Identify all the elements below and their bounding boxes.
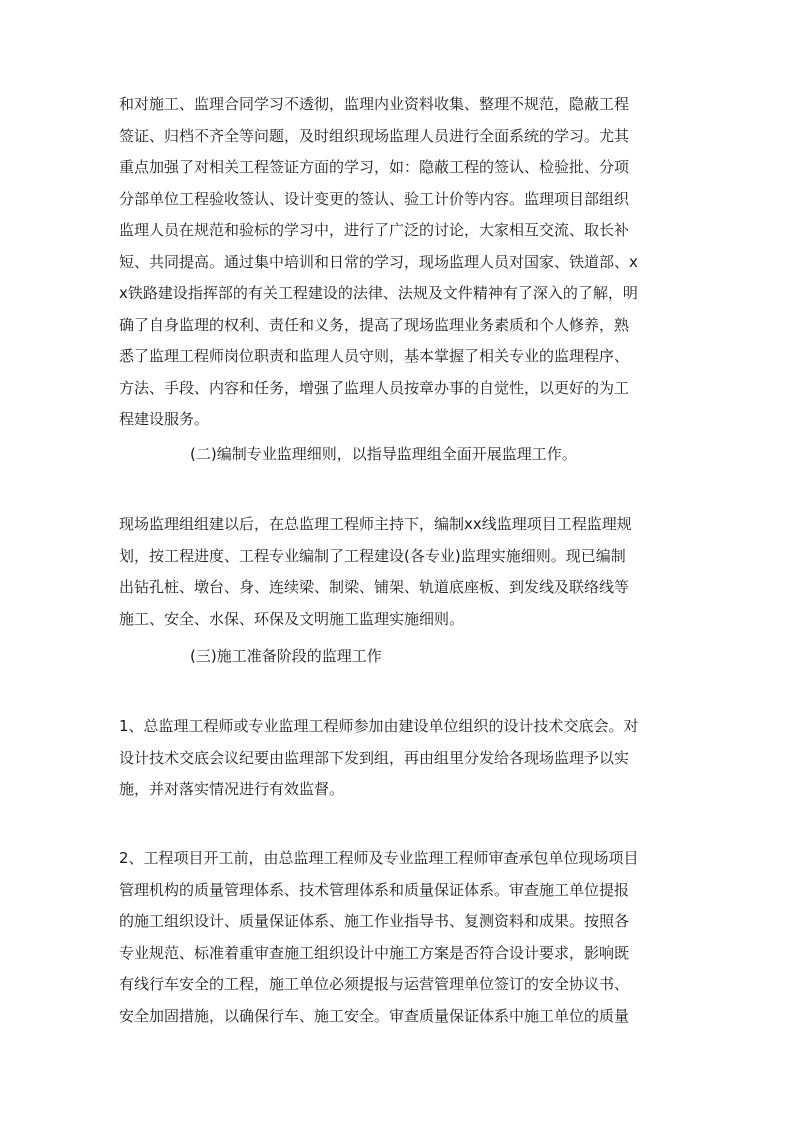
text-line: 分部单位工程验收签认、设计变更的签认、验工计价等内容。监理项目部组织 — [119, 189, 630, 208]
paragraph-study-summary — [119, 89, 679, 436]
text-line: 和对施工、监理合同学习不透彻，监理内业资料收集、整理不规范，隐蔽工程 — [119, 95, 630, 113]
text-line: 监理人员在规范和验标的学习中，进行了广泛的讨论，大家相互交流、取长补 — [119, 221, 630, 239]
text-line: 确了自身监理的权利、责任和义务，提高了现场监理业务素质和个人修养，熟 — [119, 315, 630, 334]
text-line: x铁路建设指挥部的有关工程建设的法律、法规及文件精神有了深入的了解，明 — [119, 284, 638, 302]
text-line: 现场监理组组建以后，在总监理工程师主持下，编制xx线监理项目工程监理规 — [119, 515, 632, 533]
paragraph-item-1 — [119, 711, 679, 806]
paragraph-item-2 — [119, 843, 679, 1032]
text-line: 施，并对落实情况进行有效监督。 — [119, 780, 345, 798]
text-line: 设计技术交底会议纪要由监理部下发到组，再由组里分发给各现场监理予以实 — [119, 748, 630, 767]
text-line: 施工、安全、水保、环保及文明施工监理实施细则。 — [119, 609, 465, 628]
paragraph-supervision-rules — [119, 509, 679, 635]
text-line: 的施工组织设计、质量保证体系、施工作业指导书、复测资料和成果。按照各 — [119, 912, 630, 930]
text-line: 悉了监理工程师岗位职责和监理人员守则，基本掌握了相关专业的监理程序、 — [119, 347, 630, 365]
text-line: 安全加固措施，以确保行车、施工安全。审查质量保证体系中施工单位的质量 — [119, 1006, 630, 1025]
text-line: 方法、手段、内容和任务，增强了监理人员按章办事的自觉性，以更好的为工 — [119, 378, 630, 397]
section-heading-2: (二)编制专业监理细则，以指导监理组全面开展监理工作。 — [190, 445, 577, 463]
text-line: 程建设服务。 — [119, 410, 210, 428]
text-line: 专业规范、标准着重审查施工组织设计中施工方案是否符合设计要求，影响既 — [119, 943, 630, 962]
text-line: 管理机构的质量管理体系、技术管理体系和质量保证体系。审查施工单位提报 — [119, 880, 630, 899]
text-line: 1、总监理工程师或专业监理工程师参加由建设单位组织的设计技术交底会。对 — [119, 717, 639, 735]
section-heading-3: (三)施工准备阶段的监理工作 — [190, 647, 382, 665]
text-line: 划，按工程进度、工程专业编制了工程建设(各专业)监理实施细则。现已编制 — [119, 546, 626, 565]
text-line: 2、工程项目开工前，由总监理工程师及专业监理工程师审查承包单位现场项目 — [119, 849, 639, 867]
text-line: 签证、归档不齐全等问题，及时组织现场监理人员进行全面系统的学习。尤其 — [119, 126, 630, 145]
text-line: 出钻孔桩、墩台、身、连续梁、制梁、铺架、轨道底座板、到发线及联络线等 — [119, 578, 630, 596]
text-line: 短、共同提高。通过集中培训和日常的学习，现场监理人员对国家、铁道部、x — [119, 252, 638, 271]
text-line: 重点加强了对相关工程签证方面的学习，如：隐蔽工程的签认、检验批、分项 — [119, 158, 630, 176]
text-line: 有线行车安全的工程，施工单位必须提报与运营管理单位签订的安全协议书、 — [119, 975, 630, 993]
